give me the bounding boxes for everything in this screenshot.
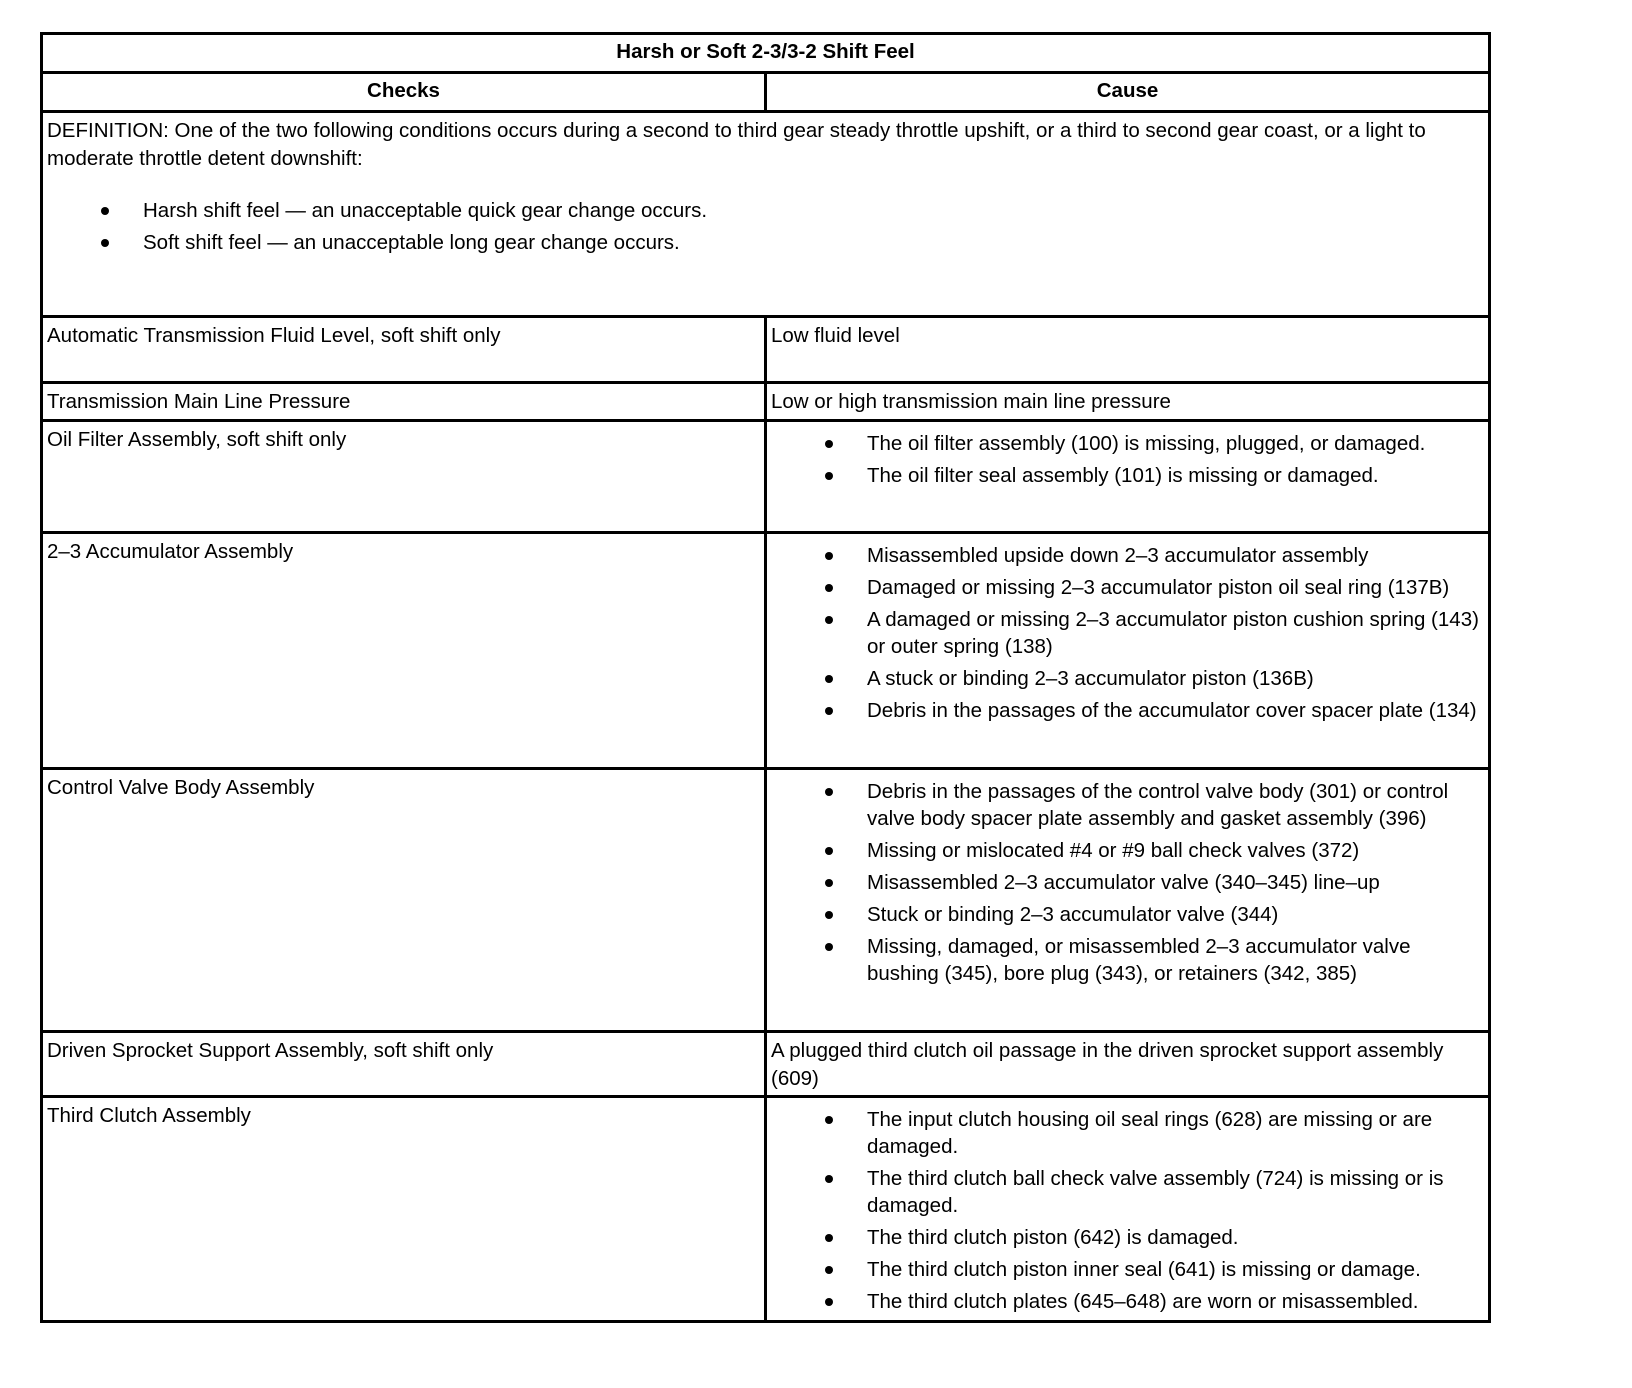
definition-text: DEFINITION: One of the two following conditions occurs during a second to third gear steady throttle upshift, or a third to second gear coast, or a light to moderate throttle detent downshift: bbox=[47, 119, 1426, 170]
cause-cell: A plugged third clutch oil passage in the driven sprocket support assembly (609) bbox=[766, 1032, 1490, 1097]
check-cell: Driven Sprocket Support Assembly, soft shift only bbox=[42, 1032, 766, 1097]
list-item: The oil filter seal assembly (101) is missing or damaged. bbox=[867, 462, 1484, 489]
table-row bbox=[42, 533, 1490, 769]
cause-cell bbox=[766, 421, 1490, 533]
list-item: Missing or mislocated #4 or #9 ball check valves (372) bbox=[867, 837, 1484, 864]
cause-cell bbox=[766, 533, 1490, 769]
list-item: Debris in the passages of the accumulator cover spacer plate (134) bbox=[867, 697, 1484, 724]
list-item: Debris in the passages of the control valve body (301) or control valve body spacer plate assembly and gasket assembly (396) bbox=[867, 778, 1484, 832]
check-cell: Oil Filter Assembly, soft shift only bbox=[42, 421, 766, 533]
table-row bbox=[42, 1097, 1490, 1322]
header-cause: Cause bbox=[766, 73, 1490, 112]
cause-cell: Low fluid level bbox=[766, 317, 1490, 383]
list-item: The third clutch plates (645–648) are worn or misassembled. bbox=[867, 1288, 1484, 1315]
check-cell: Control Valve Body Assembly bbox=[42, 769, 766, 1032]
list-item: A damaged or missing 2–3 accumulator piston cushion spring (143) or outer spring (138) bbox=[867, 606, 1484, 660]
list-item: The oil filter assembly (100) is missing, plugged, or damaged. bbox=[867, 430, 1484, 457]
check-cell: Transmission Main Line Pressure bbox=[42, 383, 766, 421]
list-item: The third clutch piston (642) is damaged. bbox=[867, 1224, 1484, 1251]
list-item: Misassembled 2–3 accumulator valve (340–345) line–up bbox=[867, 869, 1484, 896]
table-row bbox=[42, 383, 1490, 421]
cause-cell bbox=[766, 769, 1490, 1032]
cause-cell bbox=[766, 1097, 1490, 1322]
diagnostic-table bbox=[40, 32, 1491, 1323]
table-row bbox=[42, 1032, 1490, 1097]
table-row bbox=[42, 317, 1490, 383]
list-item: The third clutch piston inner seal (641) is missing or damage. bbox=[867, 1256, 1484, 1283]
definition-cell bbox=[42, 112, 1490, 317]
list-item: The third clutch ball check valve assembly (724) is missing or is damaged. bbox=[867, 1165, 1484, 1219]
list-item: The input clutch housing oil seal rings (628) are missing or are damaged. bbox=[867, 1106, 1484, 1160]
list-item: Misassembled upside down 2–3 accumulator assembly bbox=[867, 542, 1484, 569]
list-item: Damaged or missing 2–3 accumulator piston oil seal ring (137B) bbox=[867, 574, 1484, 601]
header-checks: Checks bbox=[42, 73, 766, 112]
list-item: Soft shift feel — an unacceptable long gear change occurs. bbox=[143, 229, 1484, 256]
table-title: Harsh or Soft 2-3/3-2 Shift Feel bbox=[42, 34, 1490, 73]
definition-list bbox=[47, 197, 1484, 256]
list-item: A stuck or binding 2–3 accumulator piston (136B) bbox=[867, 665, 1484, 692]
cause-cell: Low or high transmission main line pressure bbox=[766, 383, 1490, 421]
list-item: Missing, damaged, or misassembled 2–3 accumulator valve bushing (345), bore plug (343), or retainers (342, 385) bbox=[867, 933, 1484, 987]
list-item: Harsh shift feel — an unacceptable quick gear change occurs. bbox=[143, 197, 1484, 224]
check-cell: Automatic Transmission Fluid Level, soft shift only bbox=[42, 317, 766, 383]
check-cell: 2–3 Accumulator Assembly bbox=[42, 533, 766, 769]
check-cell: Third Clutch Assembly bbox=[42, 1097, 766, 1322]
list-item: Stuck or binding 2–3 accumulator valve (344) bbox=[867, 901, 1484, 928]
table-row bbox=[42, 421, 1490, 533]
table-row bbox=[42, 769, 1490, 1032]
